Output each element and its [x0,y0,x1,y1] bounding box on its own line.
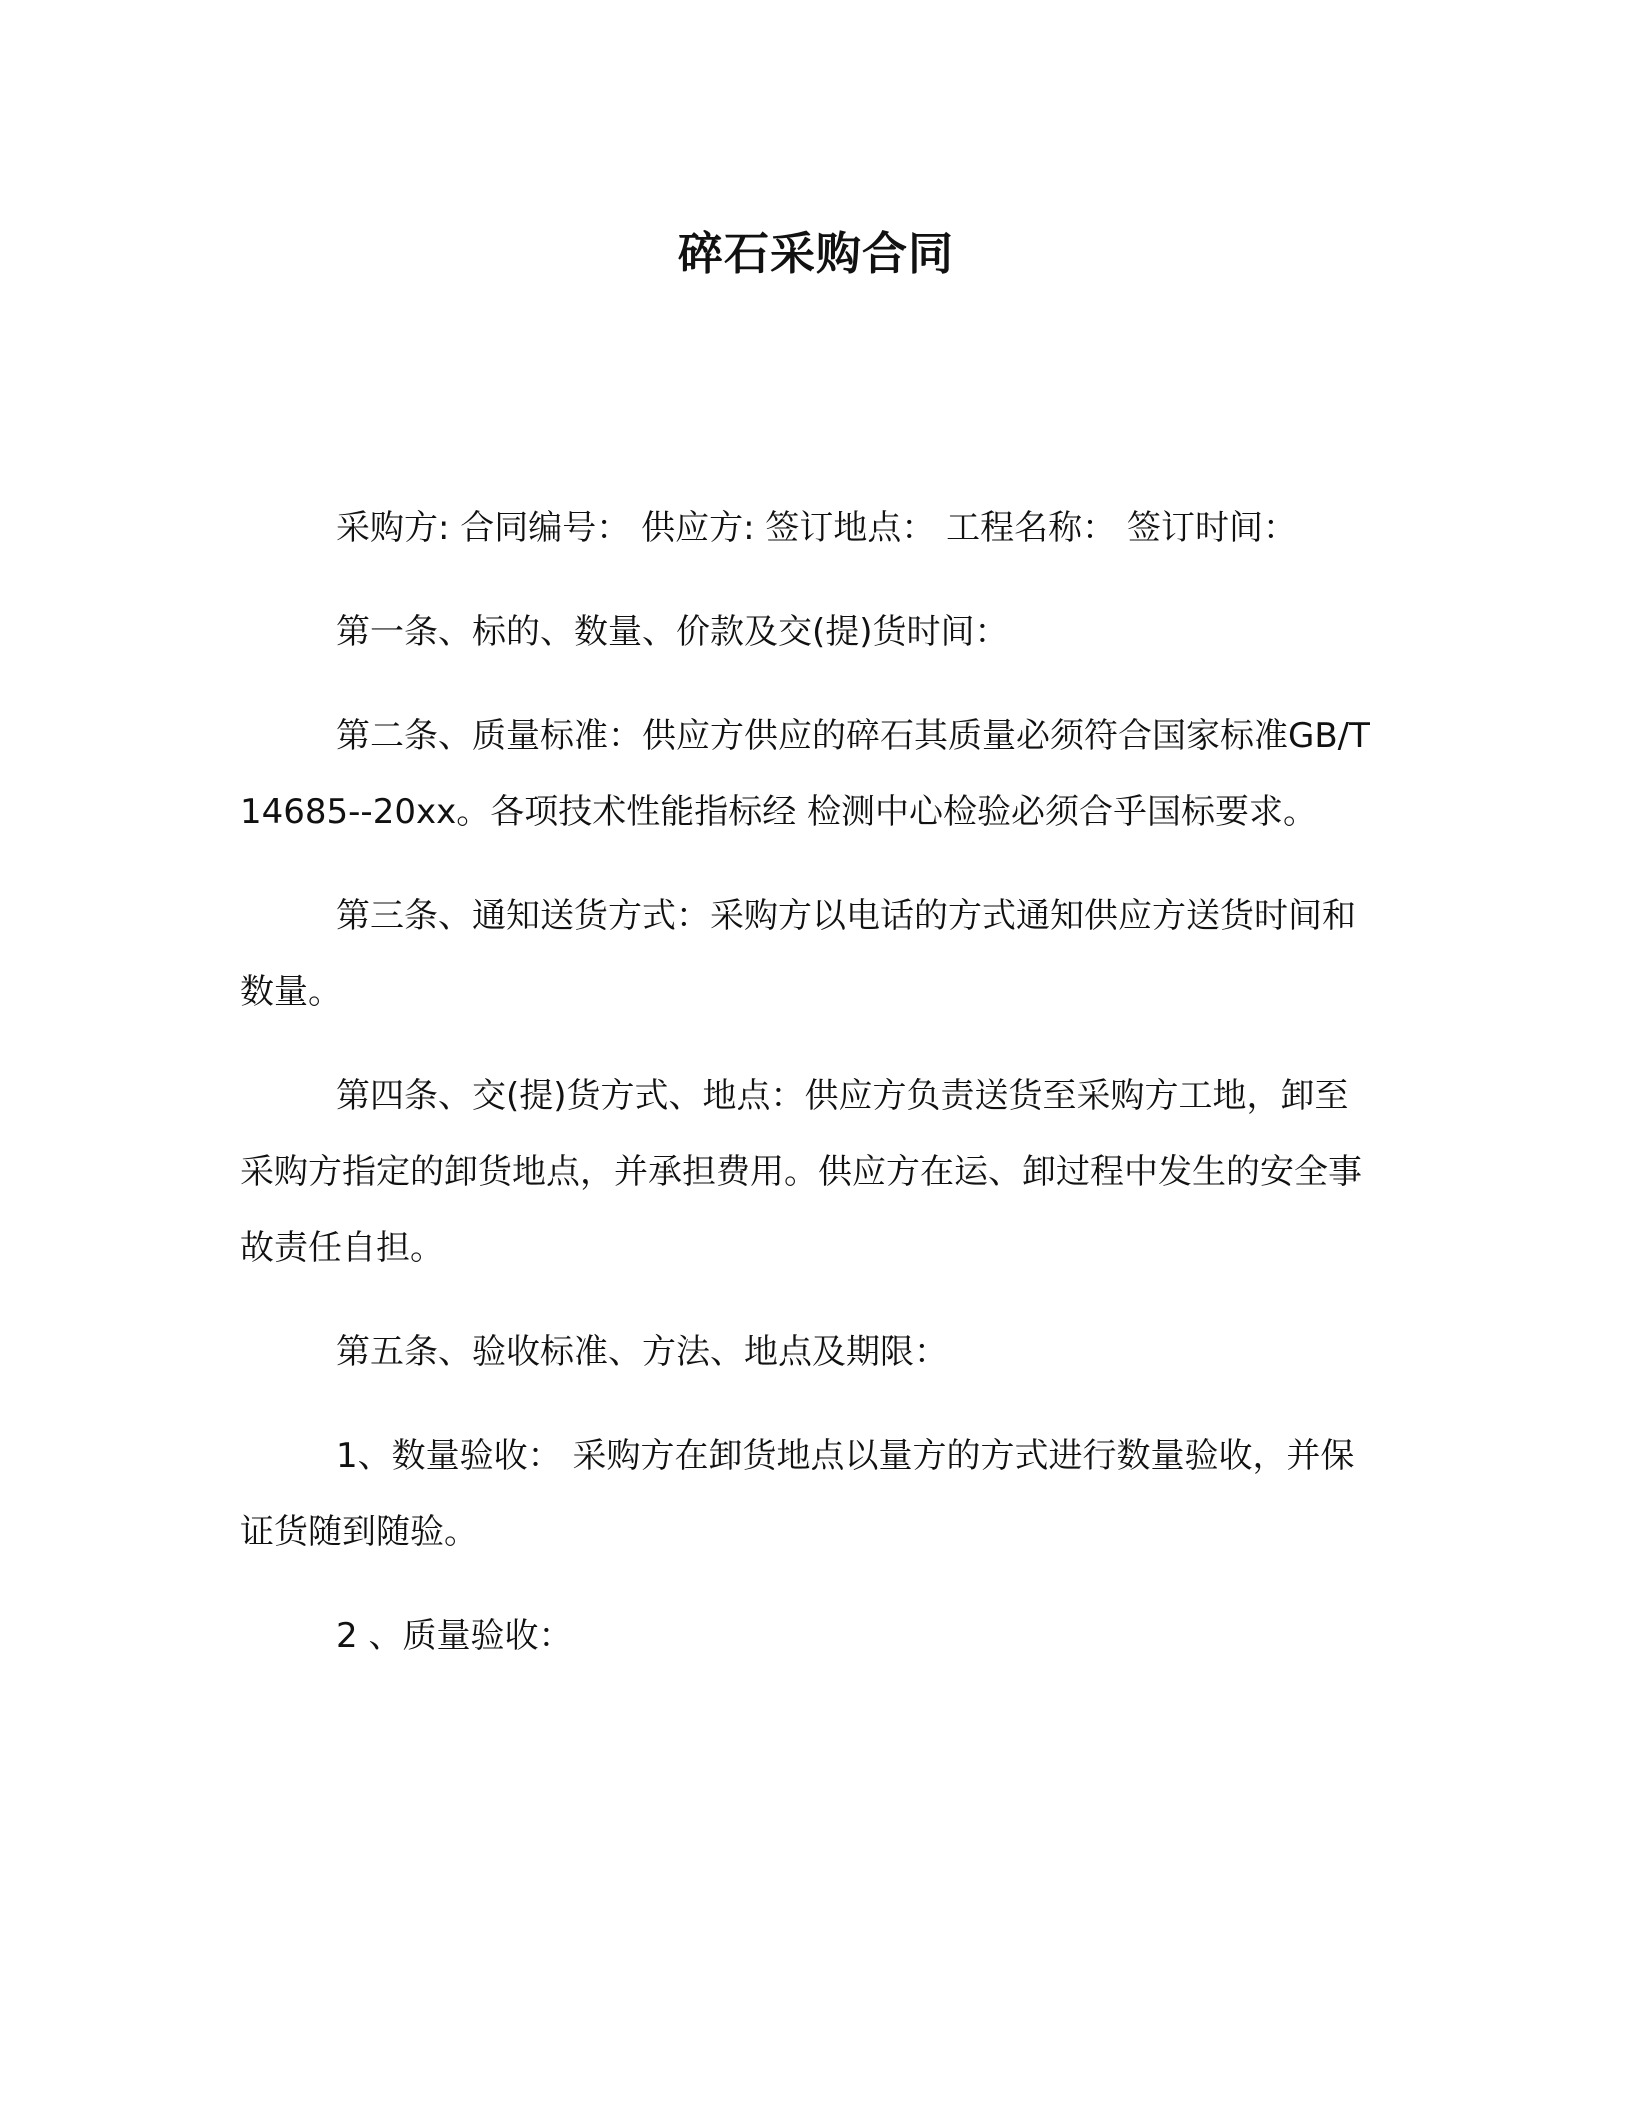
document-body [240,490,1370,1674]
paragraph-item-1: 1、数量验收： 采购方在卸货地点以量方的方式进行数量验收，并保证货随到随验。 [240,1436,1355,1552]
document-title: 碎石采购合同 [677,227,954,280]
paragraph-article-4: 第四条、交(提)货方式、地点：供应方负责送货至采购方工地，卸至采购方指定的卸货地点，并承担费用。供应方在运、卸过程中发生的安全事故责任自担。 [240,1076,1362,1268]
paragraph-article-2: 第二条、质量标准：供应方供应的碎石其质量必须符合国家标准GB/T14685--20xx。各项技术性能指标经 检测中心检验必须合乎国标要求。 [240,716,1370,832]
paragraph-article-5: 第五条、验收标准、方法、地点及期限： [336,1332,948,1372]
paragraph-article-1: 第一条、标的、数量、价款及交(提)货时间： [336,612,1009,652]
paragraph-article-3: 第三条、通知送货方式：采购方以电话的方式通知供应方送货时间和数量。 [240,896,1356,1012]
paragraph-parties: 采购方: 合同编号： 供应方: 签订地点： 工程名称： 签订时间： [336,508,1297,548]
paragraph-item-2: 2 、质量验收： [336,1616,573,1656]
